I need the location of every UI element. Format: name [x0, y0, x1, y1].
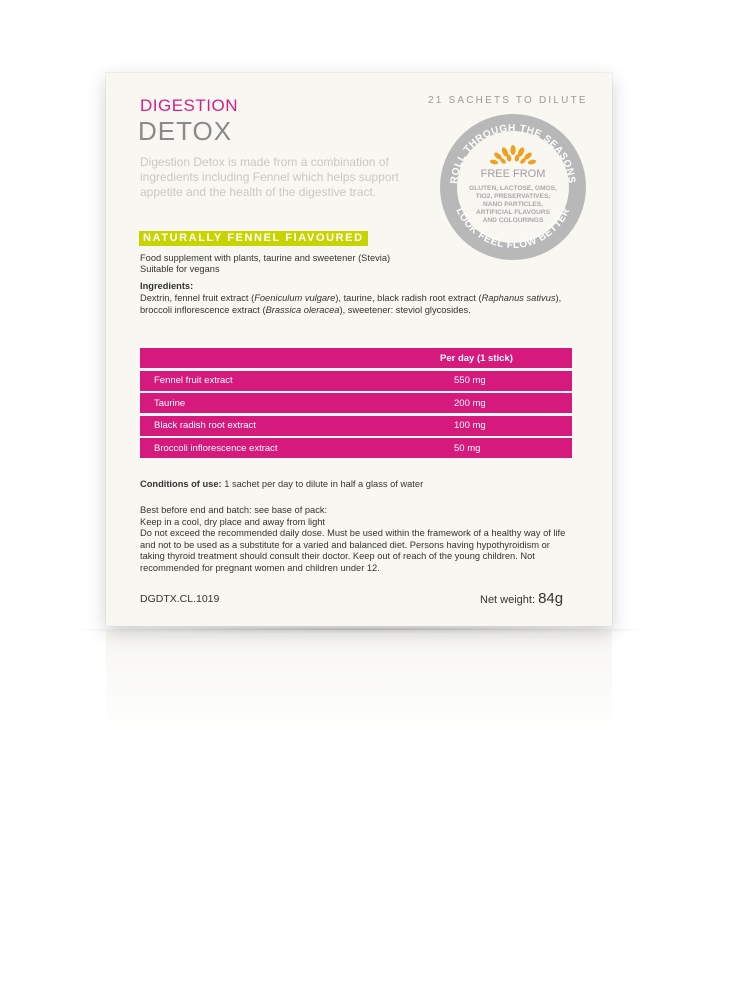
- vegan-line: Suitable for vegans: [140, 264, 220, 274]
- free-from-line: NANO PARTICLES,: [483, 201, 543, 208]
- table-header-label: Per day (1 stick): [440, 352, 513, 364]
- notes-line: Best before end and batch: see base of pack:: [140, 505, 328, 515]
- conditions-of-use: Conditions of use: 1 sachet per day to dilute in half a glass of water: [140, 479, 424, 489]
- box-reflection: [106, 630, 612, 740]
- warnings-text: Do not exceed the recommended daily dose. Must be used within the framework of a healthy way of life and not to be used as a substitute for a varied and balanced diet. Persons having hypothyroidism or taking thyroid treatment should consult their doctor. Keep out of reach of the young children. Not recommended for pregnant women and children under 12.: [140, 528, 566, 573]
- free-from-line: TIO2, PRESERVATIVES,: [475, 193, 551, 200]
- free-from-title: FREE FROM: [480, 168, 546, 180]
- row-name: Taurine: [154, 397, 186, 409]
- brand-line: DIGESTION: [140, 96, 239, 115]
- row-value: 50 mg: [454, 442, 481, 454]
- sachet-count: 21 SACHETS TO DILUTE: [428, 95, 588, 106]
- ingredients-list: Dextrin, fennel fruit extract (Foeniculum vulgare), taurine, black radish root extract (Raphanus sativus), broccoli inflorescence extract (Brassica oleracea), sweetener: steviol glycosides.: [140, 293, 562, 315]
- row-value: 100 mg: [454, 420, 486, 432]
- row-value: 550 mg: [454, 375, 486, 387]
- row-name: Black radish root extract: [154, 420, 256, 432]
- product-name: DETOX: [138, 116, 233, 146]
- free-from-line: ARTIFICIAL FLAVOURS: [475, 209, 551, 216]
- row-name: Broccoli inflorescence extract: [154, 442, 278, 454]
- row-name: Fennel fruit extract: [154, 375, 233, 387]
- flavour-banner: NATURALLY FENNEL FlAVOURED: [139, 231, 368, 246]
- badge-bottom-text: LOOK FEEL FLOW BETTER: [453, 206, 573, 252]
- storage-notes: [140, 505, 575, 574]
- nutrition-table: [140, 348, 572, 461]
- free-from-line: AND COLOURINGS: [482, 217, 544, 224]
- free-from-badge: [438, 112, 588, 262]
- table-row: [140, 371, 572, 391]
- table-row: [140, 416, 572, 436]
- table-row: [140, 393, 572, 413]
- ingredients-heading: Ingredients:: [140, 281, 194, 291]
- product-code: DGDTX.CL.1019: [140, 593, 220, 605]
- table-row: [140, 438, 572, 458]
- notes-line: Keep in a cool, dry place and away from light: [140, 516, 326, 527]
- row-value: 200 mg: [454, 397, 486, 409]
- badge-top-text: ROLL THROUGH THE SEASONS: [449, 122, 577, 185]
- product-description: Digestion Detox is made from a combination of ingredients including Fennel which helps support appetite and the health of the digestive tract.: [140, 155, 399, 199]
- net-weight: Net weight: 84g: [480, 590, 564, 607]
- free-from-line: GLUTEN, LACTOSE, GMOS,: [469, 185, 557, 192]
- supplement-line: Food supplement with plants, taurine and sweetener (Stevia): [140, 253, 391, 263]
- table-header: [140, 348, 572, 368]
